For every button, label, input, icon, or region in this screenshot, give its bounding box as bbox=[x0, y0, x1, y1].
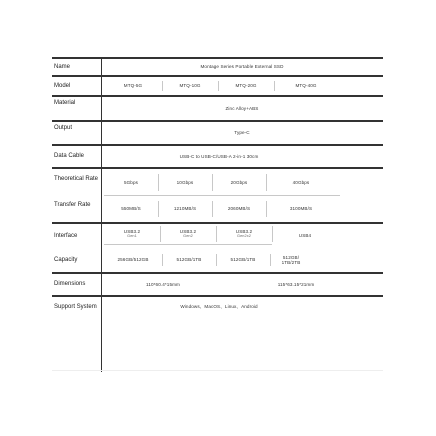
capacity-cell: 512GB/ 1TB/2TB bbox=[281, 254, 301, 265]
row-label: Data Cable bbox=[54, 153, 85, 159]
interface-main: USB3.2 bbox=[123, 228, 141, 234]
row-output bbox=[52, 122, 383, 144]
row-label: Support System bbox=[54, 303, 97, 310]
row-transfer-rate bbox=[52, 196, 383, 222]
row-model bbox=[52, 77, 383, 95]
row-name bbox=[52, 59, 383, 75]
capacity-cell: 512GB/1TB bbox=[176, 257, 202, 263]
row-label: Model bbox=[54, 82, 71, 89]
row-label: Name bbox=[54, 63, 71, 70]
row-label: Material bbox=[54, 100, 76, 106]
row-label: Transfer Rate bbox=[54, 201, 91, 208]
transfer-cell: 550MB/S bbox=[121, 206, 141, 212]
row-support-system bbox=[52, 297, 383, 317]
capacity-cell: 256GB/512GB bbox=[117, 257, 149, 263]
capacity-cell: 512GB/1TB bbox=[230, 257, 256, 263]
row-theoretical-rate bbox=[52, 169, 383, 196]
row-dimensions bbox=[52, 274, 383, 295]
row-interface bbox=[52, 224, 383, 248]
dimensions-cell: 110*60.4*15mm bbox=[146, 281, 180, 287]
data-cable-value: USB-C to USB-C/USB-A 2-in-1 30cm bbox=[179, 153, 259, 159]
output-value: Type-C bbox=[234, 130, 250, 136]
row-label: Capacity bbox=[54, 256, 78, 263]
interface-cell bbox=[216, 224, 272, 244]
model-cell: MTQ-5G bbox=[123, 83, 143, 89]
row-label: Theoretical Rate bbox=[54, 175, 99, 182]
support-system-value: Windows、MacOS、Linux、Android bbox=[180, 304, 258, 310]
row-label: Interface bbox=[54, 232, 78, 239]
cell-divider bbox=[270, 254, 271, 266]
transfer-cell: 2060MB/S bbox=[227, 206, 251, 212]
row-material bbox=[52, 97, 383, 120]
interface-sub: Gen2 bbox=[183, 234, 193, 238]
row-label: Output bbox=[54, 124, 73, 131]
interface-sub: Gen1 bbox=[127, 234, 137, 238]
spec-table bbox=[52, 57, 383, 372]
model-cell: MTQ-20G bbox=[235, 83, 257, 89]
model-cell: MTQ-10G bbox=[179, 83, 201, 89]
transfer-cell: 1210MB/S bbox=[173, 206, 197, 212]
name-value: Montage Series Portable External SSD bbox=[200, 64, 284, 70]
rate-cell: 40Gbps bbox=[292, 179, 310, 185]
row-data-cable bbox=[52, 146, 383, 167]
dimensions-cell: 115*63.15*21mm bbox=[277, 281, 315, 287]
interface-cell bbox=[160, 224, 216, 244]
interface-sub: Gen2x2 bbox=[237, 234, 251, 238]
rate-cell: 20Gbps bbox=[230, 179, 248, 185]
table-end bbox=[52, 370, 383, 371]
interface-cell: USB4 bbox=[298, 233, 312, 239]
interface-main: USB3.2 bbox=[235, 228, 253, 234]
interface-cell bbox=[104, 224, 160, 244]
row-capacity bbox=[52, 248, 383, 272]
row-label: Dimensions bbox=[54, 281, 86, 287]
subrow-divider bbox=[104, 244, 272, 245]
rate-cell: 5Gbps bbox=[123, 179, 139, 185]
rate-cell: 10Gbps bbox=[176, 179, 194, 185]
model-cell: MTQ-40G bbox=[295, 83, 317, 89]
material-value: Zinc Alloy+ABS bbox=[225, 105, 259, 111]
interface-main: USB3.2 bbox=[179, 228, 197, 234]
transfer-cell: 3100MB/S bbox=[289, 206, 313, 212]
